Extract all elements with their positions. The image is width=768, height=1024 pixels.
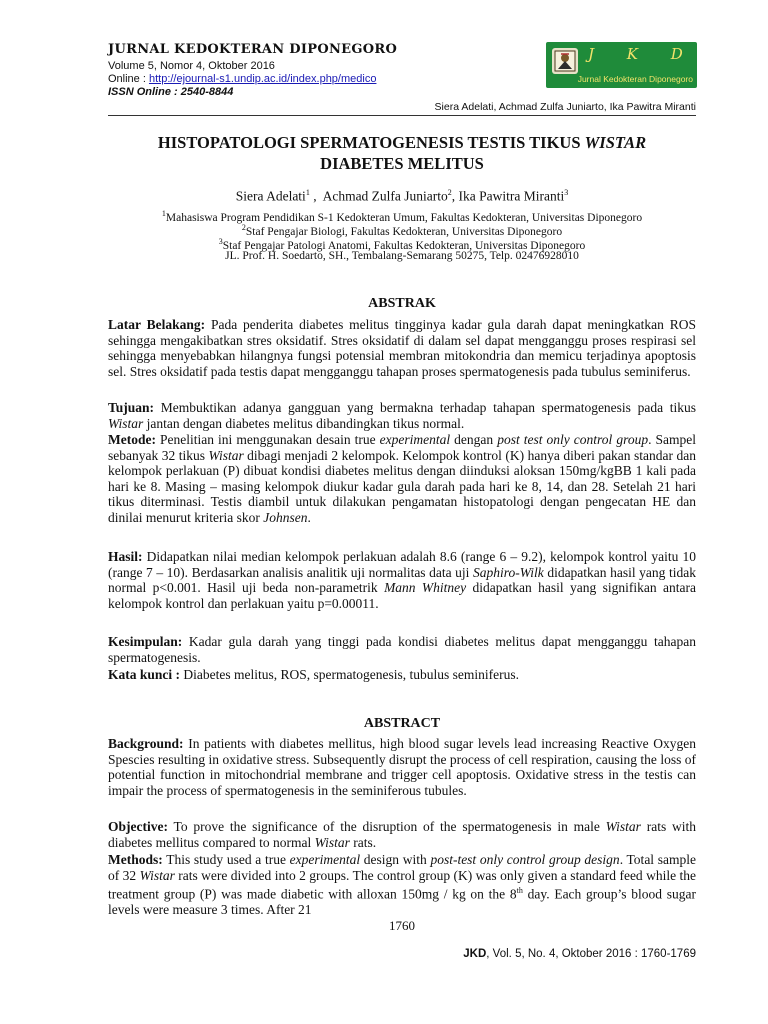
journal-url-link[interactable]: http://ejournal-s1.undip.ac.id/index.php/medico [148,73,377,85]
metode-label: Metode: [108,432,156,447]
title-line1-italic: WISTAR [584,133,647,152]
emblem-icon [552,48,578,74]
objective-text-3: rats. [349,834,377,850]
affiliation-2-sup: 2 [241,223,246,232]
affiliation-2-text: Staf Pengajar Biologi, Fakultas Kedokteran, Universitas Diponegoro [245,225,563,238]
logo-letters: J K D [588,45,697,63]
hasil-text-2: didapatkan hasil yang tidak normal p<0.001. Hasil uji beda non-parametrik [108,564,696,595]
objective-text-2: rats with diabetes mellitus compared to normal [108,819,697,850]
online-line [108,73,376,85]
methods-italic-1: experimental [289,852,361,867]
abstrak-hasil [108,549,696,611]
abstrak-latar-belakang [108,317,696,379]
methods-sup: th [516,886,523,895]
kesimpulan-label: Kesimpulan: [108,634,183,649]
tujuan-italic-1: Wistar [108,415,144,431]
kata-kunci-text: Diabetes melitus, ROS, spermatogenesis, tubulus seminiferus. [180,667,519,682]
hasil-italic-2: Mann Whitney [384,580,467,595]
issn-line: ISSN Online : 2540-8844 [108,86,234,98]
address-text: JL. Prof. H. Soedarto, SH., Tembalang-Semarang 50275, Telp. 02476928010 [225,250,579,262]
objective-label: Objective: [108,819,168,834]
kata-kunci-label: Kata kunci : [108,667,181,682]
metode-italic-2: post test only control group [497,432,649,447]
citation-footer [463,948,696,960]
author-2-sup: 2 [447,188,452,197]
background-label: Background: [108,736,184,751]
author-3-sup: 3 [564,188,569,197]
methods-italic-2: post-test only control group design [430,852,620,867]
methods-text-1: This study used a true [162,852,290,867]
hasil-italic-1: Saphiro-Wilk [473,564,544,580]
metode-text-2: dengan [450,432,498,447]
header-divider [108,115,696,116]
metode-italic-1: experimental [379,432,451,447]
metode-text-3: . Sampel sebanyak 32 tikus [108,432,696,463]
latar-text: Pada penderita diabetes melitus tingginya kadar gula darah dapat meningkatkan ROS sehingga mengakibatkan stres oksidatif. Stres oksidatif di dalam sel dapat mengganggu proses respirasi sel sehingga menyebabkan hilangnya fungsi potensial membran mitokondria dan memicu terjadinya apoptosis sel. Stres oksidatif pada testis dapat mengganggu tahapan proses spermatogenesis pada tubulus seminiferus. [108,317,696,379]
abstrak-heading: ABSTRAK [368,296,436,311]
metode-italic-4: Johnsen [263,509,308,525]
article-title [108,132,696,174]
tujuan-text-2: jantan dengan diabetes melitus dibandingkan tikus normal. [143,415,465,431]
methods-text-3: . Total sample of 32 [108,852,696,883]
author-1: Siera Adelati [235,188,306,204]
running-authors: Siera Adelati, Achmad Zulfa Juniarto, Ika Pawitra Miranti [434,101,696,113]
metode-text-1: Penelitian ini menggunakan desain true [155,432,380,447]
background-text: In patients with diabetes mellitus, high blood sugar levels lead increasing Reactive Oxygen Spescies resulting in oxidative stress. Subsequently disrupt the process of cell respiration, causing the loss of potential function in mitochondrial membrane and trigger cell apoptosis. Oxidative stress in the testis can impair the process of spermatogenesis in the seminiferous tubules. [108,736,696,798]
metode-text-4: dibagi menjadi 2 kelompok. Kelompok kontrol (K) hanya diberi pakan standar dan kelompok perlakuan (P) dibuat kondisi diabetes melitus dengan diinduksi aloksan 150mg/kgBB 1 kali pada hari ke 8. Masing – masing kelompok diukur kadar gula darah pada hari ke 8, 14, dan 28. Setelah 21 hari tikus diterminasi. Testis diambil untuk dilakukan pengamatan histopatologi dengan pengecatan HE dan dinilai menurut kriteria skor [108,447,696,525]
abstract-objective [108,819,696,850]
abstrak-tujuan [108,400,696,431]
hasil-label: Hasil: [108,549,143,564]
affiliation-3-text: Staf Pengajar Patologi Anatomi, Fakultas Kedokteran, Universitas Diponegoro [222,239,586,252]
abstrak-kata-kunci [108,667,696,683]
jkd-logo [546,42,697,88]
author-1-sup: 1 [305,188,310,197]
latar-label: Latar Belakang: [108,317,206,332]
metode-italic-3: Wistar [208,447,244,463]
volume-line: Volume 5, Nomor 4, Oktober 2016 [108,60,275,72]
methods-italic-3: Wistar [139,867,175,883]
page-number: 1760 [389,918,415,933]
objective-italic-1: Wistar [605,819,641,834]
abstrak-kesimpulan [108,634,696,665]
online-label: Online : [108,73,149,85]
address-line [108,249,696,263]
title-line1-text: HISTOPATOLOGI SPERMATOGENESIS TESTIS TIKUS [157,133,585,152]
journal-name: JURNAL KEDOKTERAN DIPONEGORO [108,42,398,57]
affiliation-1-sup: 1 [161,209,166,218]
methods-text-5: day. Each group’s blood sugar levels were measure 3 times. After 21 [108,886,696,917]
affiliation-1-text: Mahasiswa Program Pendidikan S-1 Kedokteran Umum, Fakultas Kedokteran, Universitas Diponegoro [165,211,643,224]
logo-subtitle: Jurnal Kedokteran Diponegoro [577,74,693,84]
abstract-background [108,736,696,798]
abstrak-metode [108,432,696,525]
metode-text-5: . [307,509,311,525]
objective-italic-2: Wistar [314,834,350,850]
title-line2-text: DIABETES MELITUS [320,154,484,173]
citation-journal: JKD [463,948,487,960]
methods-text-4: rats were divided into 2 groups. The control group (K) was only given a standard feed while the treatment group (P) was made diabetic with alloxan 150mg / kg on the 8 [108,867,696,902]
author-3: Ika Pawitra Miranti [458,188,565,204]
citation-details: , Vol. 5, No. 4, Oktober 2016 : 1760-1769 [486,948,696,960]
abstract-methods [108,852,696,918]
tujuan-label: Tujuan: [108,400,155,415]
hasil-text-3: didapatkan hasil yang signifikan antara kelompok kontrol dan perlakuan yaitu p=0.00011. [108,580,696,611]
objective-text-1: To prove the significance of the disruption of the spermatogenesis in male [167,819,606,834]
affiliation-3-sup: 3 [218,237,223,246]
methods-text-2: design with [360,852,431,867]
tujuan-text-1: Membuktikan adanya gangguan yang bermakna terhadap tahapan spermatogenesis pada tikus [154,400,696,415]
hasil-text-1: Didapatkan nilai median kelompok perlakuan adalah 8.6 (range 6 – 9.2), kelompok kontrol yaitu 10 (range 7 – 10). Berdasarkan analisis analitik uji normalitas data uji [108,549,696,580]
abstract-heading: ABSTRACT [363,716,441,731]
methods-label: Methods: [108,852,163,867]
author-2: Achmad Zulfa Juniarto [322,188,448,204]
author-list: Siera Adelati$^1$ , Achmad Zulfa Juniarto$^2$, Ika Pawitra Miranti$^3$ [235,188,569,204]
kesimpulan-text: Kadar gula darah yang tinggi pada kondisi diabetes melitus dapat mengganggu tahapan spermatogenesis. [108,634,696,665]
